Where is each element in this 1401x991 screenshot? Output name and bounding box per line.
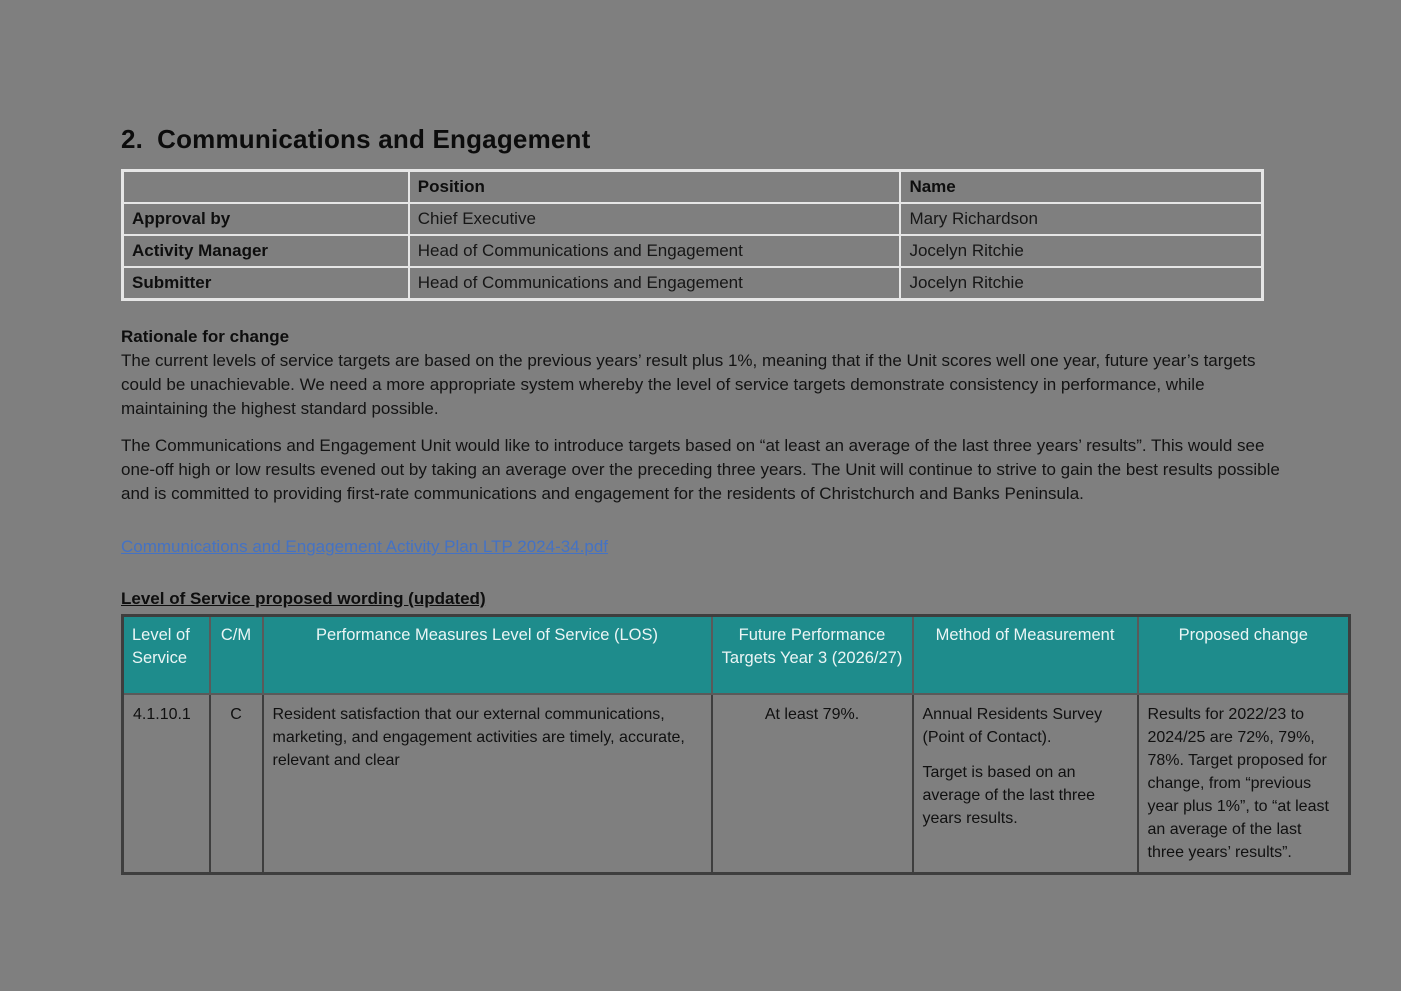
page-title [121, 124, 1351, 155]
los-header-method: Method of Measurement [913, 616, 1138, 694]
approval-header-row [123, 171, 1263, 204]
approval-row-name: Jocelyn Ritchie [900, 235, 1262, 267]
rationale-paragraph-1: The current levels of service targets are based on the previous years’ result plus 1%, meaning that if the Unit scores well one year, future year’s targets could be unachievable. We need a more appropriate system whereby the level of service targets demonstrate consistency in performance, while maintaining the highest standard possible. [121, 351, 1256, 418]
los-header-level-of-service: Level of Service [123, 616, 210, 694]
approval-header-position: Position [409, 171, 901, 204]
los-cell-proposed-change: Results for 2022/23 to 2024/25 are 72%, 79%, 78%. Target proposed for change, from “previous year plus 1%”, to “at least an average of the last three years’ results”. [1138, 694, 1350, 874]
document-content [121, 124, 1351, 875]
approval-row-label: Activity Manager [123, 235, 409, 267]
approval-header-empty [123, 171, 409, 204]
los-header-future-targets: Future Performance Targets Year 3 (2026/27) [712, 616, 913, 694]
los-header-performance-measures: Performance Measures Level of Service (LOS) [263, 616, 712, 694]
approval-row-label: Approval by [123, 203, 409, 235]
approval-header-name: Name [900, 171, 1262, 204]
los-header-cm: C/M [210, 616, 263, 694]
los-method-paragraph-2: Target is based on an average of the last three years results. [922, 763, 1096, 827]
table-row [123, 203, 1263, 235]
los-section-heading: Level of Service proposed wording (updated) [121, 589, 486, 608]
rationale-heading: Rationale for change [121, 327, 290, 346]
approval-row-position: Head of Communications and Engagement [409, 235, 901, 267]
los-cell-method [913, 694, 1138, 874]
activity-plan-pdf-link[interactable]: Communications and Engagement Activity Plan LTP 2024-34.pdf [121, 537, 608, 556]
approval-row-name: Mary Richardson [900, 203, 1262, 235]
approval-row-position: Head of Communications and Engagement [409, 267, 901, 300]
los-cell-performance-measure: Resident satisfaction that our external communications, marketing, and engagement activities are timely, accurate, relevant and clear [263, 694, 712, 874]
rationale-paragraph-2: The Communications and Engagement Unit would like to introduce targets based on “at least an average of the last three years’ results”. This would see one-off high or low results evened out by taking an average over the preceding three years. The Unit will continue to strive to gain the best results possible and is committed to providing first-rate communications and engagement for the residents of Christchurch and Banks Peninsula. [121, 436, 1280, 503]
page-title-number: 2. [121, 124, 144, 154]
approval-row-label: Submitter [123, 267, 409, 300]
los-cell-future-target: At least 79%. [712, 694, 913, 874]
approval-row-position: Chief Executive [409, 203, 901, 235]
los-header-proposed-change: Proposed change [1138, 616, 1350, 694]
table-row [123, 235, 1263, 267]
table-row [123, 267, 1263, 300]
approval-row-name: Jocelyn Ritchie [900, 267, 1262, 300]
approval-table [121, 169, 1264, 301]
table-row [123, 694, 1350, 874]
los-cell-cm: C [210, 694, 263, 874]
los-header-row [123, 616, 1350, 694]
page-title-text: Communications and Engagement [157, 124, 591, 154]
los-table [121, 614, 1351, 875]
los-cell-level-of-service: 4.1.10.1 [123, 694, 210, 874]
los-method-paragraph-1: Annual Residents Survey (Point of Contact). [922, 705, 1103, 746]
